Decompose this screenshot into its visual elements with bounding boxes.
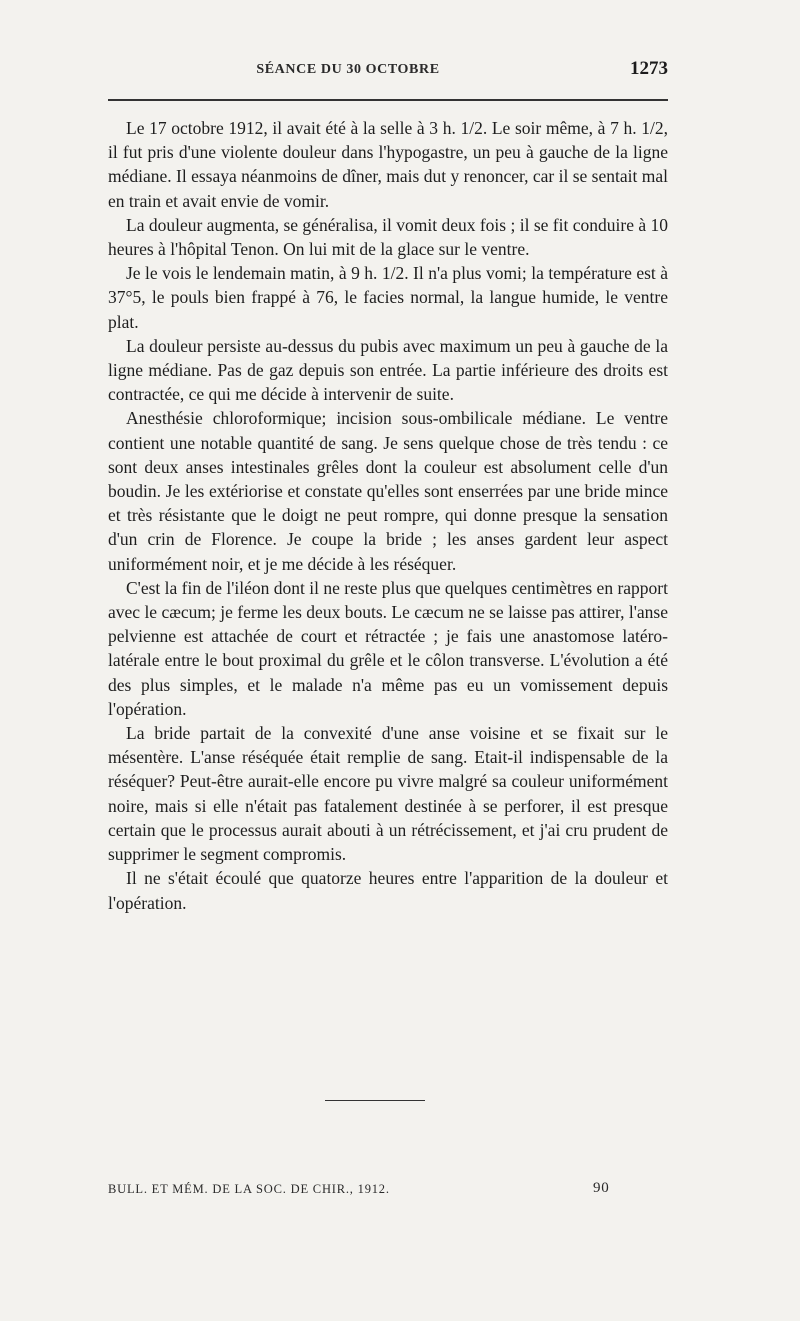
section-end-rule (325, 1100, 425, 1101)
journal-signature: BULL. ET MÉM. DE LA SOC. DE CHIR., 1912. (108, 1182, 390, 1196)
running-title: SÉANCE DU 30 OCTOBRE (256, 62, 440, 77)
sheet-number: 90 (593, 1180, 610, 1196)
article-body (108, 116, 668, 915)
paragraph-text: Il ne s'était écoulé que quatorze heures entre l'apparition de la douleur et l'opération. (108, 868, 668, 913)
paragraph (108, 261, 668, 334)
paragraph (108, 334, 668, 407)
paragraph (108, 406, 668, 575)
paragraph (108, 721, 668, 866)
page-footer (108, 1180, 668, 1200)
paragraph-text: La bride partait de la convexité d'une anse voisine et se fixait sur le mésentère. L'anse réséquée était remplie de sang. Etait-il indispensable de la réséquer? Peut-être aurait-elle encore pu vivre malgré sa couleur uniformément noire, mais si elle n'était pas fatalement destinée à se perforer, il est presque certain que le processus aurait abouti à un rétrécissement, et j'ai cru prudent de supprimer le segment compromis. (108, 723, 668, 865)
paragraph (108, 866, 668, 914)
paragraph (108, 576, 668, 721)
paragraph-text: C'est la fin de l'iléon dont il ne reste plus que quelques centimètres en rapport avec le cæcum; je ferme les deux bouts. Le cæcum ne se laisse pas attirer, l'anse pelvienne est attachée de court et rétractée ; je fais une anastomose latéro-latérale entre le bout proximal du grêle et le côlon transverse. L'évolution a été des plus simples, et le malade n'a même pas eu un vomissement depuis l'opération. (108, 577, 668, 719)
paragraph-text: Je le vois le lendemain matin, à 9 h. 1/2. Il n'a plus vomi; la température est à 37°5, le pouls bien frappé à 76, le facies normal, la langue humide, le ventre plat. (108, 263, 668, 332)
paragraph-text: Le 17 octobre 1912, il avait été à la selle à 3 h. 1/2. Le soir même, à 7 h. 1/2, il fut pris d'une violente douleur dans l'hypogastre, un peu à gauche de la ligne médiane. Il essaya néanmoins de dîner, mais dut y renoncer, car il se sentait mal en train et avait envie de vomir. (108, 118, 668, 211)
paragraph (108, 213, 668, 261)
page-number: 1273 (630, 58, 668, 79)
paragraph (108, 116, 668, 213)
paragraph-text: La douleur augmenta, se généralisa, il vomit deux fois ; il se fit conduire à 10 heures à l'hôpital Tenon. On lui mit de la glace sur le ventre. (108, 214, 668, 260)
header-rule (108, 99, 668, 101)
running-head (108, 58, 668, 88)
paragraph-text: Anesthésie chloroformique; incision sous-ombilicale médiane. Le ventre contient une notable quantité de sang. Je sens quelque chose de très tendu : ce sont deux anses intestinales grêles dont la couleur est absolument celle d'un boudin. Je les extériorise et constate qu'elles sont enserrées par une bride mince et très résistante que le doigt ne peut rompre, qui donne presque la sensation d'un crin de Florence. Je coupe la bride ; les anses gardent leur aspect uniformément noir, et je me décide à les réséquer. (108, 408, 668, 574)
paragraph-text: La douleur persiste au-dessus du pubis avec maximum un peu à gauche de la ligne médiane. Pas de gaz depuis son entrée. La partie inférieure des droits est contractée, ce qui me décide à intervenir de suite. (108, 335, 668, 405)
